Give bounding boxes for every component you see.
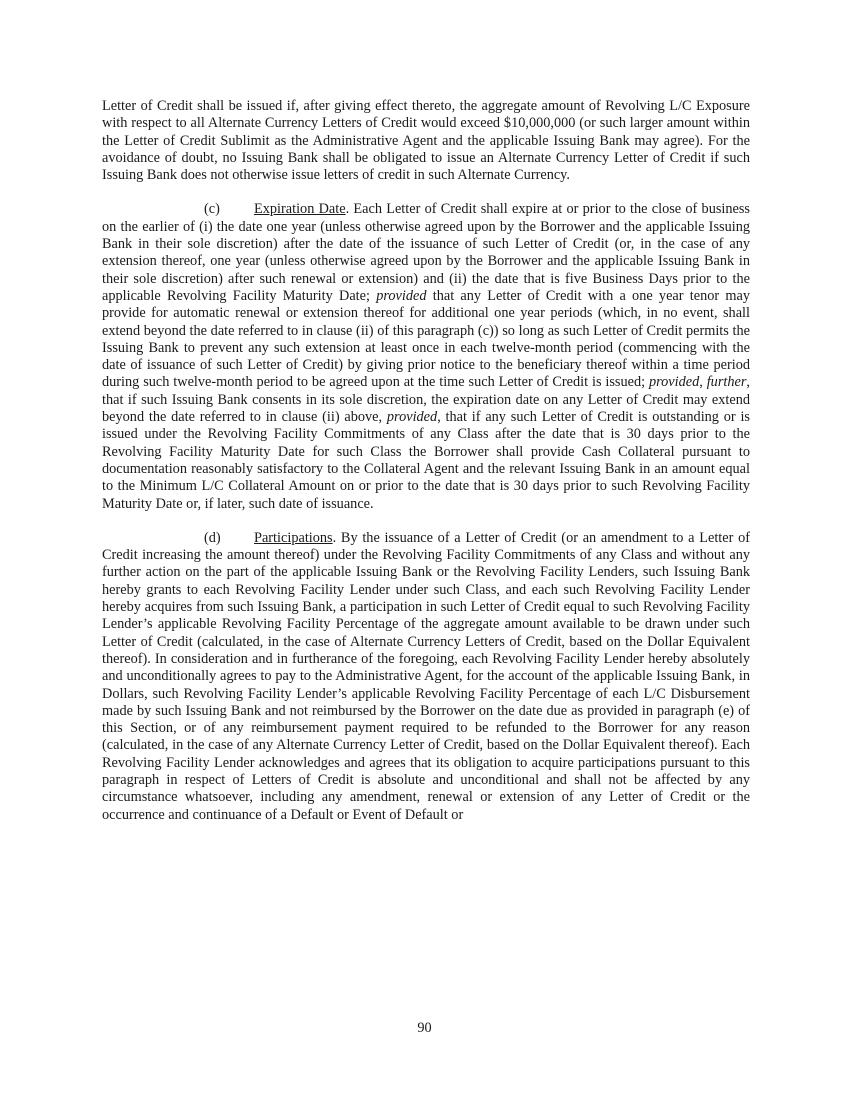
- paragraph-text: . Each Letter of Credit shall expire at or prior to the close of business on the earlier of (i) the date one year (unless otherwise agreed upon by the Borrower and the applicable Issuing Bank in their sole discretion) after the date of the issuance of such Letter of Credit (or, in the case of any extension thereof, one year (unless otherwise agreed upon by the Borrower and the applicable Issuing Bank in their sole discretion) after such renewal or extension) and (ii) the date that is five Business Days prior to the applicable Revolving Facility Maturity Date;: [102, 201, 750, 304]
- paragraph-d-participations: [102, 530, 750, 824]
- paragraph-text: , that if such Issuing Bank consents in its sole discretion, the expiration date on any Letter of Credit may extend beyond the date referred to in clause (ii) above,: [102, 374, 750, 426]
- document-body: [102, 98, 750, 824]
- paragraph-text: . By the issuance of a Letter of Credit (or an amendment to a Letter of Credit increasing the amount thereof) under the Revolving Facility Commitments of any Class and without any further action on the part of the applicable Issuing Bank or the Revolving Facility Lenders, such Issuing Bank hereby grants to each Revolving Facility Lender under such Class, and each such Revolving Facility Lender hereby acquires from such Issuing Bank, a participation in such Letter of Credit equal to such Revolving Facility Lender’s applicable Revolving Facility Percentage of the aggregate amount available to be drawn under such Letter of Credit (calculated, in the case of Alternate Currency Letters of Credit, based on the Dollar Equivalent thereof). In consideration and in furtherance of the foregoing, each Revolving Facility Lender hereby absolutely and unconditionally agrees to pay to the Administrative Agent, for the account of the applicable Issuing Bank, in Dollars, such Revolving Facility Lender’s applicable Revolving Facility Percentage of each L/C Disbursement made by such Issuing Bank and not reimbursed by the Borrower on the date due as provided in paragraph (e) of this Section, or of any reimbursement payment required to be refunded to the Borrower for any reason (calculated, in the case of any Alternate Currency Letter of Credit, based on the Dollar Equivalent thereof). Each Revolving Facility Lender acknowledges and agrees that its obligation to acquire participations pursuant to this paragraph in respect of Letters of Credit is absolute and unconditional and shall not be affected by any circumstance whatsoever, including any amendment, renewal or extension of any Letter of Credit or the occurrence and continuance of a Default or Event of Default or: [102, 529, 750, 823]
- paragraph-b-continuation: Letter of Credit shall be issued if, after giving effect thereto, the aggregate amount of Revolving L/C Exposure with respect to all Alternate Currency Letters of Credit would exceed $10,000,000 (or such larger amount within the Letter of Credit Sublimit as the Administrative Agent and the applicable Issuing Bank may agree). For the avoidance of doubt, no Issuing Bank shall be obligated to issue an Alternate Currency Letter of Credit if such Issuing Bank does not otherwise issue letters of credit in such Alternate Currency.: [102, 98, 750, 184]
- italic-term: provided: [386, 409, 438, 426]
- italic-term: provided: [376, 287, 427, 304]
- italic-term: provided, further: [648, 374, 747, 391]
- paragraph-marker: (d): [204, 529, 221, 546]
- paragraph-marker: (c): [204, 201, 220, 218]
- section-heading: Expiration Date: [254, 201, 346, 218]
- page-number: 90: [417, 1020, 432, 1036]
- paragraph-text: , that if any such Letter of Credit is outstanding or is issued under the Revolving Facility Commitments of any Class after the date that is 30 days prior to the Revolving Facility Maturity Date for such Class the Borrower shall provide Cash Collateral pursuant to documentation reasonably satisfactory to the Collateral Agent and the relevant Issuing Bank in an amount equal to the Minimum L/C Collateral Amount on or prior to the date that is 30 days prior to such Revolving Facility Maturity Date or, if later, such date of issuance.: [102, 409, 750, 512]
- section-heading: Participations: [254, 529, 333, 546]
- paragraph-c-expiration-date: [102, 201, 750, 512]
- paragraph-text: that any Letter of Credit with a one year tenor may provide for automatic renewal or extension thereof for additional one year periods (which, in no event, shall extend beyond the date referred to in clause (ii) of this paragraph (c)) so long as such Letter of Credit permits the Issuing Bank to prevent any such extension at least once in each twelve-month period (commencing with the date of issuance of such Letter of Credit) by giving prior notice to the beneficiary thereof within a time period during such twelve-month period to be agreed upon at the time such Letter of Credit is issued;: [102, 287, 751, 391]
